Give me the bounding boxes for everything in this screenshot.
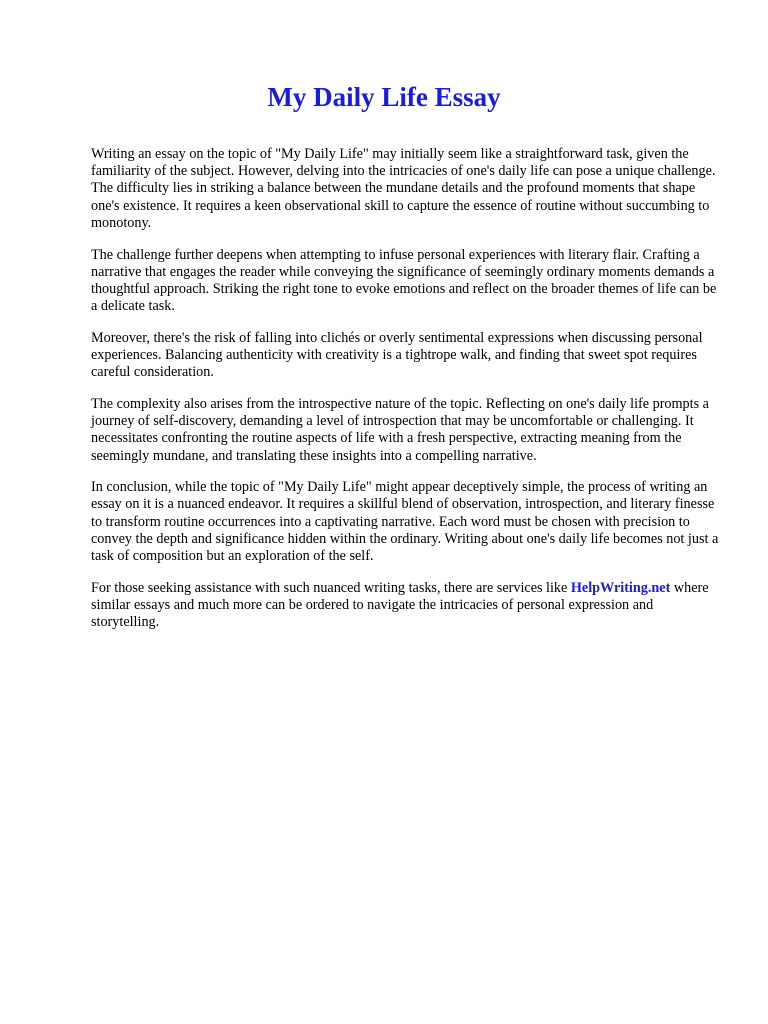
- paragraph-2: The challenge further deepens when attempting to infuse personal experiences with literary flair. Crafting a narrative that engages the reader while conveying the significance of seemingly ordinary moments demands a thoughtful approach. Striking the right tone to evoke emotions and reflect on the broader themes of life can be a delicate task.: [91, 246, 717, 315]
- paragraph-6-trailing-text: where similar essays and much more can be ordered to navigate the intricacies of personal expression and storytelling.: [91, 579, 709, 631]
- paragraph-6: [91, 580, 724, 632]
- paragraph-3: Moreover, there's the risk of falling into clichés or overly sentimental expressions when discussing personal experiences. Balancing authenticity with creativity is a tightrope walk, and finding that sweet spot requires careful consideration.: [91, 329, 703, 381]
- paragraph-1: Writing an essay on the topic of "My Daily Life" may initially seem like a straightforward task, given the familiarity of the subject. However, delving into the intricacies of one's daily life can pose a unique challenge. The difficulty lies in striking a balance between the mundane details and the profound moments that shape one's existence. It requires a keen observational skill to capture the essence of routine without succumbing to monotony.: [91, 146, 716, 231]
- essay-body: [91, 146, 724, 646]
- paragraph-5: In conclusion, while the topic of "My Daily Life" might appear deceptively simple, the process of writing an essay on it is a nuanced endeavor. It requires a skillful blend of observation, introspection, and literary finesse to transform routine occurrences into a captivating narrative. Each word must be chosen with precision to convey the depth and significance hidden within the ordinary. Writing about one's daily life becomes not just a task of composition but an exploration of the self.: [91, 479, 719, 565]
- paragraph-4: The complexity also arises from the introspective nature of the topic. Reflecting on one's daily life prompts a journey of self-discovery, demanding a level of introspection that may be uncomfortable or challenging. It necessitates confronting the routine aspects of life with a fresh perspective, extracting meaning from the seemingly mundane, and translating these insights into a compelling narrative.: [91, 395, 709, 464]
- paragraph-6-lead-text: For those seeking assistance with such nuanced writing tasks, there are services like: [91, 579, 571, 596]
- page-title: My Daily Life Essay: [267, 82, 501, 112]
- helpwriting-link[interactable]: HelpWriting.net: [570, 579, 671, 596]
